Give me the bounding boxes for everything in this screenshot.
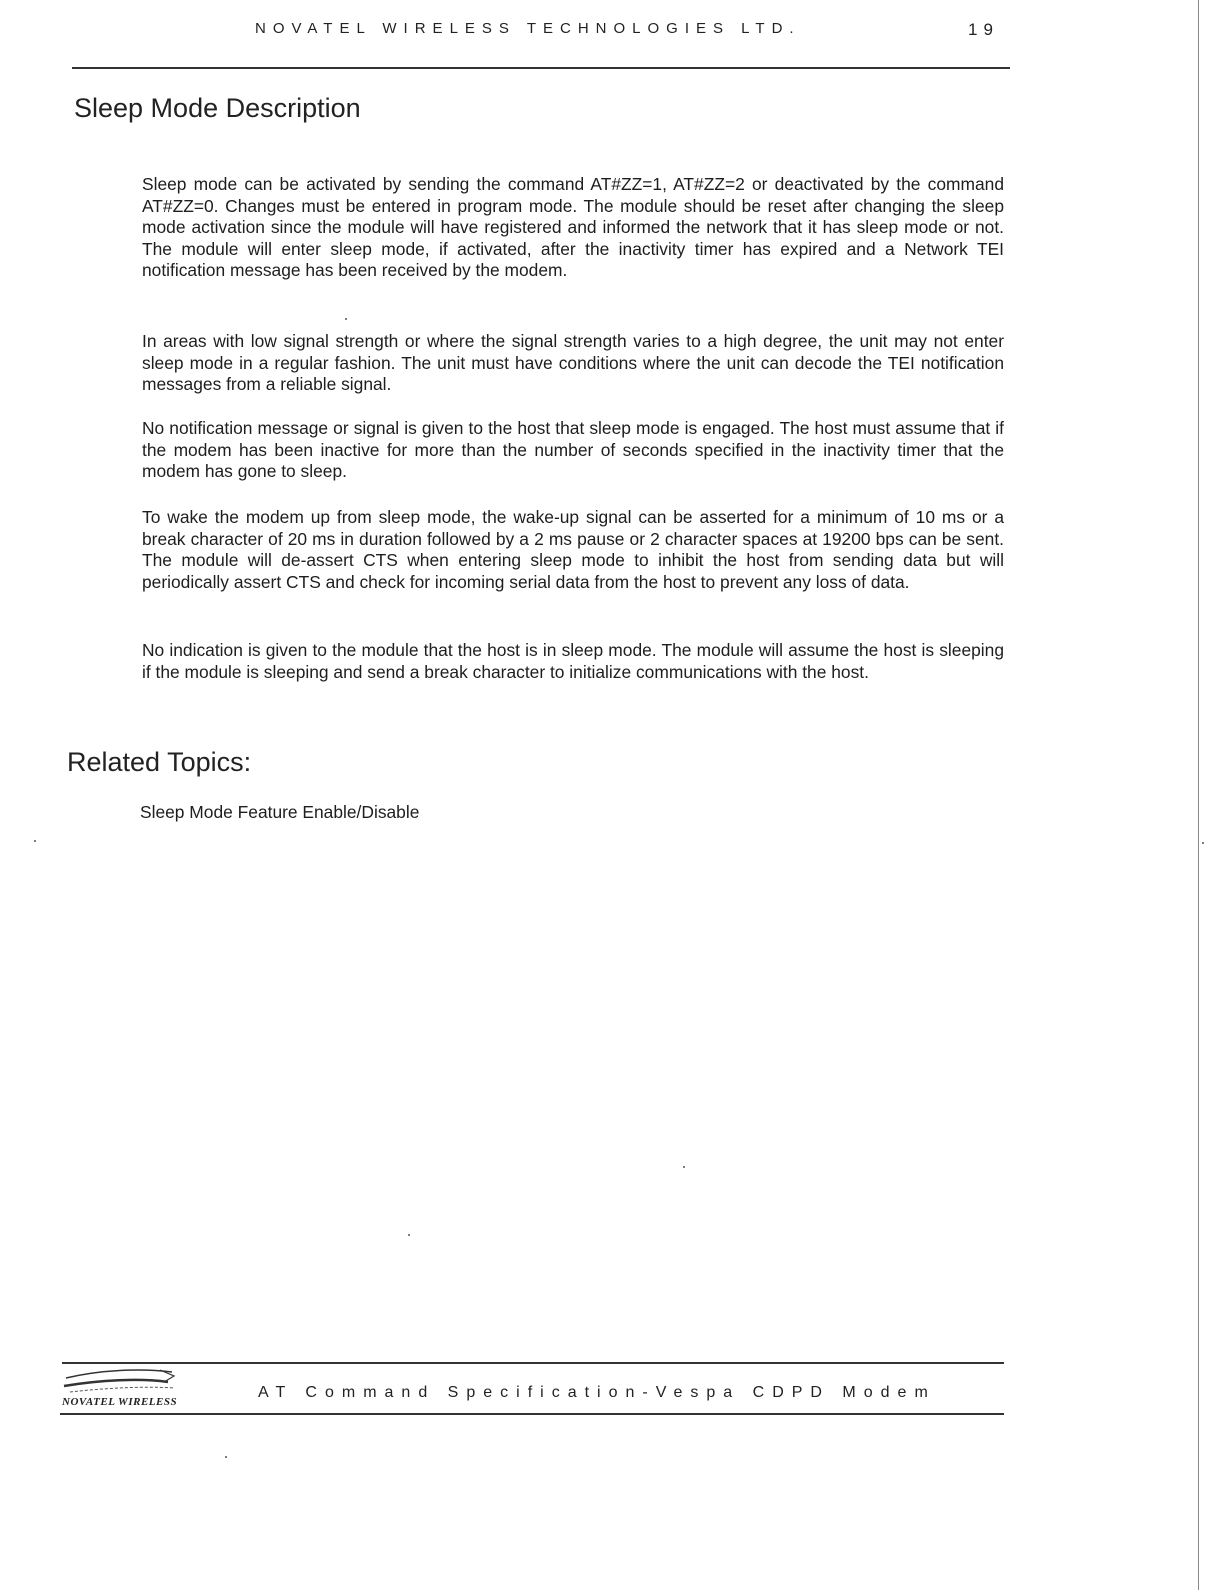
logo-text: NOVATEL WIRELESS <box>62 1396 178 1408</box>
novatel-logo <box>60 1366 180 1412</box>
scan-speck <box>1202 842 1204 844</box>
footer-top-divider <box>62 1362 1004 1364</box>
paragraph-wake-up: To wake the modem up from sleep mode, the wake-up signal can be asserted for a minimum of 10 ms or a break character of 20 ms in duration followed by a 2 ms pause or 2 character spaces at 19200 bps can be sent. The module will de-assert CTS when entering sleep mode to inhibit the host from sending data but will periodically assert CTS and check for incoming serial data from the host to prevent any loss of data. <box>142 507 1004 592</box>
scan-speck <box>408 1234 410 1236</box>
paragraph-signal-strength: In areas with low signal strength or where the signal strength varies to a high degree, the unit may not enter sleep mode in a regular fashion. The unit must have conditions where the unit can decode the TEI notification messages from a reliable signal. <box>142 331 1004 395</box>
paragraph-host-notification: No notification message or signal is given to the host that sleep mode is engaged. The host must assume that if the modem has been inactive for more than the number of seconds specified in the inactivity timer that the modem has gone to sleep. <box>142 418 1004 482</box>
footer-bottom-divider <box>60 1413 1004 1415</box>
related-topics-title: Related Topics: <box>67 747 252 777</box>
scan-speck <box>225 1456 227 1458</box>
scan-edge-line <box>1198 0 1199 1590</box>
header-divider <box>72 67 1010 69</box>
footer-document-title: AT Command Specification-Vespa CDPD Modem <box>258 1384 936 1401</box>
header-company-name: NOVATEL WIRELESS TECHNOLOGIES LTD. <box>255 20 801 37</box>
paragraph-host-sleep: No indication is given to the module that the host is in sleep mode. The module will assume the host is sleeping if the module is sleeping and send a break character to initialize communications with the host. <box>142 640 1004 682</box>
scan-speck <box>34 840 36 842</box>
paragraph-activation: Sleep mode can be activated by sending the command AT#ZZ=1, AT#ZZ=2 or deactivated by the command AT#ZZ=0. Changes must be entered in program mode. The module should be reset after changing the sleep mode activation since the module will have registered and informed the network that it has sleep mode or not. The module will enter sleep mode, if activated, after the inactivity timer has expired and a Network TEI notification message has been received by the modem. <box>142 174 1004 281</box>
related-link-sleep-mode-feature[interactable]: Sleep Mode Feature Enable/Disable <box>140 802 420 822</box>
section-title: Sleep Mode Description <box>74 93 361 123</box>
scan-speck <box>683 1166 685 1168</box>
scan-speck <box>345 318 347 320</box>
logo-swoosh-icon <box>60 1366 180 1396</box>
page-number: 19 <box>968 20 999 39</box>
